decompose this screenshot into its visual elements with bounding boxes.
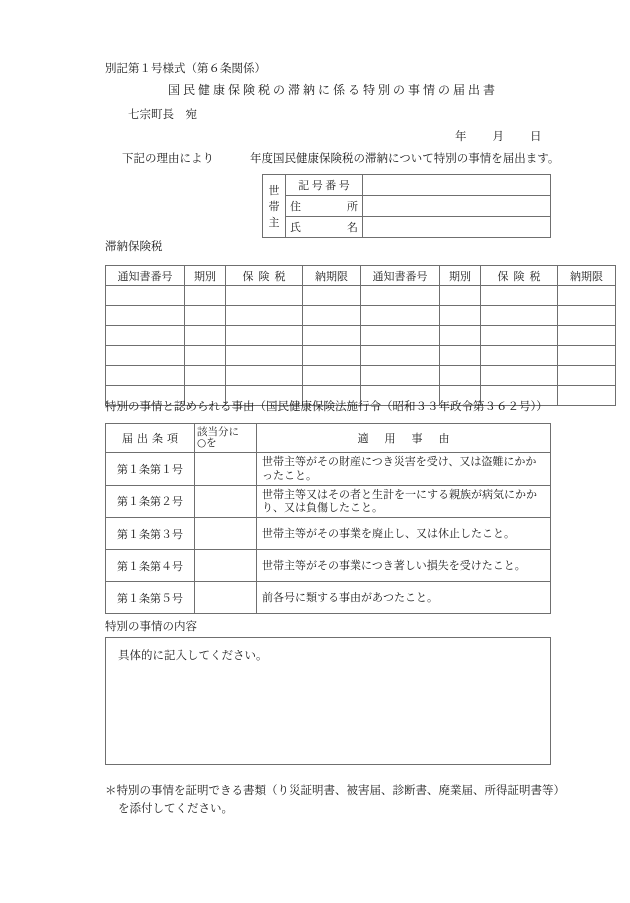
page-title: 国民健康保険税の滞納に係る特別の事情の届出書 <box>168 83 499 97</box>
tax-cell[interactable] <box>106 286 185 306</box>
reasons-col-mark-line1: 該当分に <box>197 425 239 438</box>
tax-col-due-date-1: 納期限 <box>303 266 361 286</box>
tax-cell[interactable] <box>558 326 616 346</box>
footnote <box>105 782 575 818</box>
household-label-address: 住 所 <box>286 196 363 217</box>
tax-cell[interactable] <box>361 286 440 306</box>
reasons-col-mark-line2: ○を <box>197 437 217 449</box>
tax-cell[interactable] <box>361 366 440 386</box>
table-row <box>106 453 551 486</box>
tax-cell[interactable] <box>440 346 481 366</box>
tax-cell[interactable] <box>226 306 303 326</box>
reason-text-3: 世帯主等がその事業を廃止し、又は休止したこと。 <box>257 518 551 550</box>
tax-col-due-date-2: 納期限 <box>558 266 616 286</box>
tax-cell[interactable] <box>481 326 558 346</box>
tax-col-term-1: 期別 <box>185 266 226 286</box>
household-label-symbol-number: 記号番号 <box>286 175 363 196</box>
reason-text-5: 前各号に類する事由があつたこと。 <box>257 582 551 614</box>
footnote-line1: ＊特別の事情を証明できる書類（り災証明書、被害届、診断書、廃業届、所得証明書等） <box>105 783 565 797</box>
addressee-line: 七宗町長 宛 <box>128 107 197 121</box>
form-code: 別記第１号様式（第６条関係） <box>105 61 266 75</box>
tax-cell[interactable] <box>361 326 440 346</box>
table-row <box>106 485 551 518</box>
tax-cell[interactable] <box>226 326 303 346</box>
tax-col-tax-1: 保険税 <box>226 266 303 286</box>
tax-cell[interactable] <box>440 326 481 346</box>
tax-cell[interactable] <box>106 346 185 366</box>
household-value-symbol-number[interactable] <box>363 175 551 196</box>
reason-text-1: 世帯主等がその財産につき災害を受け、又は盗難にかかったこと。 <box>257 453 551 486</box>
household-value-name[interactable] <box>363 217 551 238</box>
table-row <box>106 518 551 550</box>
tax-cell[interactable] <box>558 366 616 386</box>
tax-cell[interactable] <box>303 366 361 386</box>
reason-text-2: 世帯主等又はその者と生計を一にする親族が病気にかかり、又は負傷したこと。 <box>257 485 551 518</box>
table-row <box>106 286 616 306</box>
tax-cell[interactable] <box>558 286 616 306</box>
special-circumstances-placeholder: 具体的に記入してください。 <box>118 648 268 662</box>
table-row <box>106 366 616 386</box>
footnote-line2: を添付してください。 <box>118 800 233 815</box>
tax-cell[interactable] <box>558 306 616 326</box>
tax-cell[interactable] <box>185 366 226 386</box>
reasons-section-heading: 特別の事情と認められる事由（国民健康保険法施行令（昭和３３年政令第３６２号）） <box>105 399 548 413</box>
date-day-label: 日 <box>530 129 542 143</box>
household-side-label <box>263 175 286 238</box>
tax-cell[interactable] <box>106 306 185 326</box>
reason-mark-4[interactable] <box>195 550 257 582</box>
reason-mark-1[interactable] <box>195 453 257 486</box>
reason-article-1: 第１条第１号 <box>106 453 195 486</box>
intro-declaration-text: 年度国民健康保険税の滞納について特別の事情を届出ます。 <box>250 151 560 165</box>
household-side-char-1: 世 <box>268 184 280 197</box>
reason-mark-5[interactable] <box>195 582 257 614</box>
reason-article-4: 第１条第４号 <box>106 550 195 582</box>
tax-cell[interactable] <box>361 306 440 326</box>
tax-cell[interactable] <box>303 306 361 326</box>
table-row <box>263 175 551 196</box>
table-row <box>263 217 551 238</box>
household-label-name: 氏 名 <box>286 217 363 238</box>
reason-mark-2[interactable] <box>195 485 257 518</box>
household-side-char-2: 帯 <box>268 200 280 213</box>
tax-section-heading: 滞納保険税 <box>105 239 163 253</box>
date-month-label: 月 <box>492 129 504 143</box>
tax-cell[interactable] <box>481 346 558 366</box>
tax-cell[interactable] <box>440 286 481 306</box>
tax-cell[interactable] <box>185 346 226 366</box>
table-row <box>106 582 551 614</box>
tax-cell[interactable] <box>185 306 226 326</box>
tax-cell[interactable] <box>226 346 303 366</box>
household-value-address[interactable] <box>363 196 551 217</box>
reason-article-5: 第１条第５号 <box>106 582 195 614</box>
tax-cell[interactable] <box>558 346 616 366</box>
date-year-label: 年 <box>455 129 467 143</box>
table-header-row <box>106 266 616 286</box>
tax-cell[interactable] <box>481 286 558 306</box>
tax-col-tax-2: 保険税 <box>481 266 558 286</box>
table-row <box>106 346 616 366</box>
reasons-col-reason: 適用事由 <box>257 424 551 453</box>
tax-cell[interactable] <box>481 306 558 326</box>
content-section-heading: 特別の事情の内容 <box>105 619 197 633</box>
table-row <box>106 550 551 582</box>
household-side-char-3: 主 <box>268 216 280 229</box>
tax-col-notice-number-2: 通知書番号 <box>361 266 440 286</box>
reason-article-2: 第１条第２号 <box>106 485 195 518</box>
reason-mark-3[interactable] <box>195 518 257 550</box>
tax-cell[interactable] <box>440 306 481 326</box>
tax-cell[interactable] <box>303 326 361 346</box>
reason-article-3: 第１条第３号 <box>106 518 195 550</box>
reasons-col-article: 届出条項 <box>106 424 195 453</box>
table-header-row <box>106 424 551 453</box>
tax-cell[interactable] <box>185 326 226 346</box>
tax-cell[interactable] <box>185 286 226 306</box>
delinquent-tax-table <box>105 265 616 406</box>
tax-cell[interactable] <box>361 346 440 366</box>
tax-cell[interactable] <box>106 326 185 346</box>
tax-cell[interactable] <box>303 286 361 306</box>
tax-cell[interactable] <box>558 386 616 406</box>
table-row <box>263 196 551 217</box>
tax-col-term-2: 期別 <box>440 266 481 286</box>
tax-cell[interactable] <box>226 286 303 306</box>
table-row <box>106 326 616 346</box>
reasons-table <box>105 423 551 614</box>
tax-cell[interactable] <box>440 366 481 386</box>
tax-cell[interactable] <box>226 366 303 386</box>
tax-cell[interactable] <box>106 366 185 386</box>
date-entry-line <box>455 130 542 144</box>
tax-cell[interactable] <box>481 366 558 386</box>
household-table <box>262 174 551 238</box>
tax-cell[interactable] <box>303 346 361 366</box>
tax-col-notice-number-1: 通知書番号 <box>106 266 185 286</box>
special-circumstances-input[interactable] <box>105 637 551 765</box>
reason-text-4: 世帯主等がその事業につき著しい損失を受けたこと。 <box>257 550 551 582</box>
table-row <box>106 306 616 326</box>
reasons-col-mark <box>195 424 257 453</box>
intro-reason-text: 下記の理由により <box>122 151 214 165</box>
